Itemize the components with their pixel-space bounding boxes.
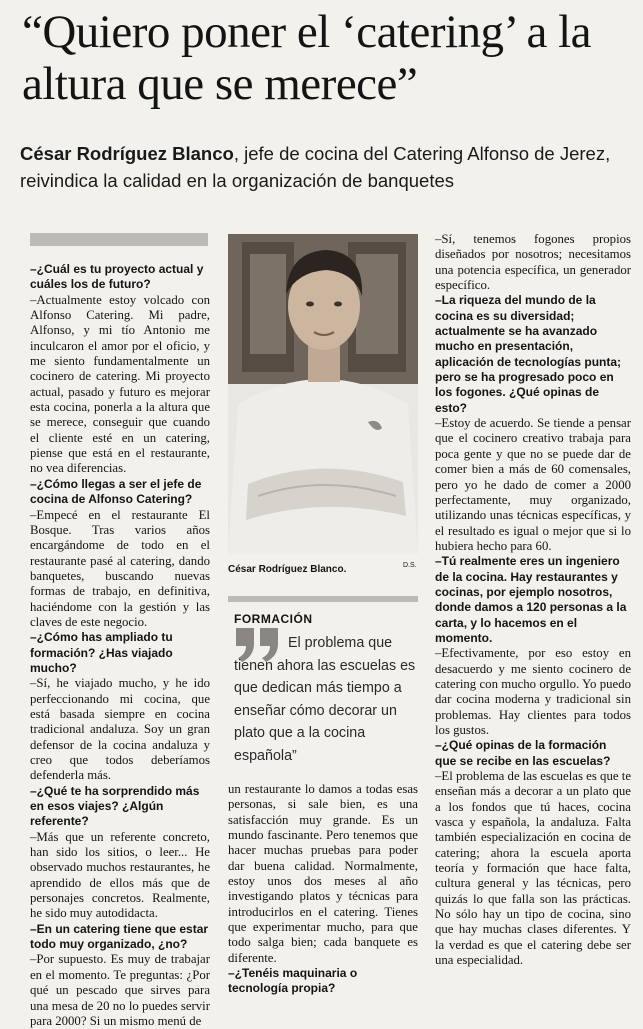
photo-credit: D.S. — [403, 562, 417, 569]
portrait-photo — [228, 234, 418, 554]
interview-question: –¿Qué te ha sorprendido más en esos viajes? ¿Algún referente? — [30, 783, 200, 829]
column-right — [435, 232, 631, 969]
sidebar-quote: El problema que tienen ahora las escuelas es que dedican más tiempo a enseñar cómo decorar un plato que a la cocina española” — [234, 635, 416, 764]
headline: “Quiero poner el ‘catering’ a la altura que se merece” — [22, 6, 591, 110]
lead-paragraph — [20, 140, 630, 194]
interview-question: –¿Cuál es tu proyecto actual y cuáles los de futuro? — [30, 262, 204, 292]
column-left — [30, 262, 210, 1029]
column-rule-bar — [30, 233, 208, 246]
interview-answer: –Más que un referente concreto, han sido los sitios, o leer... He observado muchos restaurantes, he aprendido de ellos más que de personajes concretos. Realmente, he sido muy autodidacta. — [30, 829, 210, 921]
interview-answer: –Sí, he viajado mucho, y he ido perfeccionando mi cocina, que está basada siempre en cocina tradicional andaluza. Soy un gran defensor de la cocina andaluza y creo que todos deberíamos defenderla más. — [30, 676, 210, 783]
interview-answer: –Efectivamente, por eso estoy en desacuerdo y me siento cocinero de catering con mucho orgullo. Yo puedo dar cocina moderna y tradicional sin problemas. Hay clientes para todos los gustos. — [435, 646, 631, 737]
interview-answer: un restaurante lo damos a todas esas personas, si sale bien, es una satisfacción muy grande. Es un mundo fascinante. Pero tenemos que hacer muchas pruebas para poder dar buena calidad. Normalmente, estoy unos dos meses al año investigando platos y técnicas para introducirlos en el catering. Tienes que experimentar mucho, para que todo salga bien; cada banquete es diferente. — [228, 782, 418, 965]
interview-answer: –El problema de las escuelas es que te enseñan más a decorar a un plato que a los fondos que tú haces, cocina vasca y española, la andaluza. Falta también especialización en cocina de catering; ahora la escuela aporta teoría y formación que hace falta, cultura general y las técnicas, pero quizás lo que falla son las prácticas. No sólo hay un tipo de cocina, sino que hay muchas clases diferentes. Y la verdad es que el catering debe ser una especialidad. — [435, 769, 631, 968]
interview-answer: –Sí, tenemos fogones propios diseñados por nosotros; necesitamos una potencia específica, un generador específico. — [435, 232, 631, 293]
photo-caption: César Rodríguez Blanco. — [228, 564, 347, 575]
interview-question: –¿Cómo llegas a ser el jefe de cocina de Alfonso Catering? — [30, 476, 202, 507]
sidebar-box — [228, 596, 418, 777]
interview-question: –¿Qué opinas de la formación que se recibe en las escuelas? — [435, 738, 611, 768]
interview-answer: –Estoy de acuerdo. Se tiende a pensar que el cocinero creativo trabaja para poca gente y que no se puede dar de comer bien a más de 60 comensales, pero yo he dado de comer a 2000 perfectamente, muy organizado, utilizando unas técnicas específicas, y el resultado es igual o mejor que si lo hubiera hecho para 60. — [435, 416, 631, 553]
lead-name: César Rodríguez Blanco — [20, 143, 234, 164]
interview-question: –En un catering tiene que estar todo muy organizado, ¿no? — [30, 921, 209, 952]
portrait-illustration — [228, 234, 418, 554]
lead-text: , jefe de cocina del Catering Alfonso de Jerez, reivindica la calidad en la organización de banquetes — [20, 143, 611, 191]
interview-answer: –Actualmente estoy volcado con Alfonso Catering. Mi padre, Alfonso, y mi tío Antonio me inculcaron el amor por el oficio, y me siento fundamentalmente un cocinero de catering. Mi proyecto actual, pasado y futuro es mejorar esta cocina, ponerla a la altura que se merece, conseguir que cuando el cliente esté en un catering, piense que está en el restaurante, no vea diferencias. — [30, 292, 210, 476]
column-middle — [228, 782, 418, 997]
interview-answer: –Empecé en el restaurante El Bosque. Tras varios años encargándome de todo en el restaurante pasé al catering, dando banquetes, buscando nuevas formas de trabajo, en definitiva, haciéndome con la gestión y las claves de este negocio. — [30, 507, 210, 629]
interview-question: –Tú realmente eres un ingeniero de la cocina. Hay restaurantes y cocinas, por ejemplo nosotros, donde damos a 120 personas a la carta, y lo hacemos en el momento. — [435, 554, 627, 645]
interview-answer: –Por supuesto. Es muy de trabajar en el momento. Te preguntas: ¿Por qué un pescado que sirves para una mesa de 20 no lo puedes servir para 2000? Si un mismo menú de — [30, 952, 210, 1028]
interview-question: –¿Tenéis maquinaria o tecnología propia? — [228, 966, 358, 996]
sidebar-label: FORMACIÓN — [234, 612, 313, 626]
interview-question: –La riqueza del mundo de la cocina es su diversidad; actualmente se ha avanzado mucho en presentación, aplicación de tecnologías punta; pero se ha progresado poco en los fogones. ¿Qué opinas de esto? — [435, 293, 622, 415]
interview-question: –¿Cómo has ampliado tu formación? ¿Has viajado mucho? — [30, 630, 173, 675]
